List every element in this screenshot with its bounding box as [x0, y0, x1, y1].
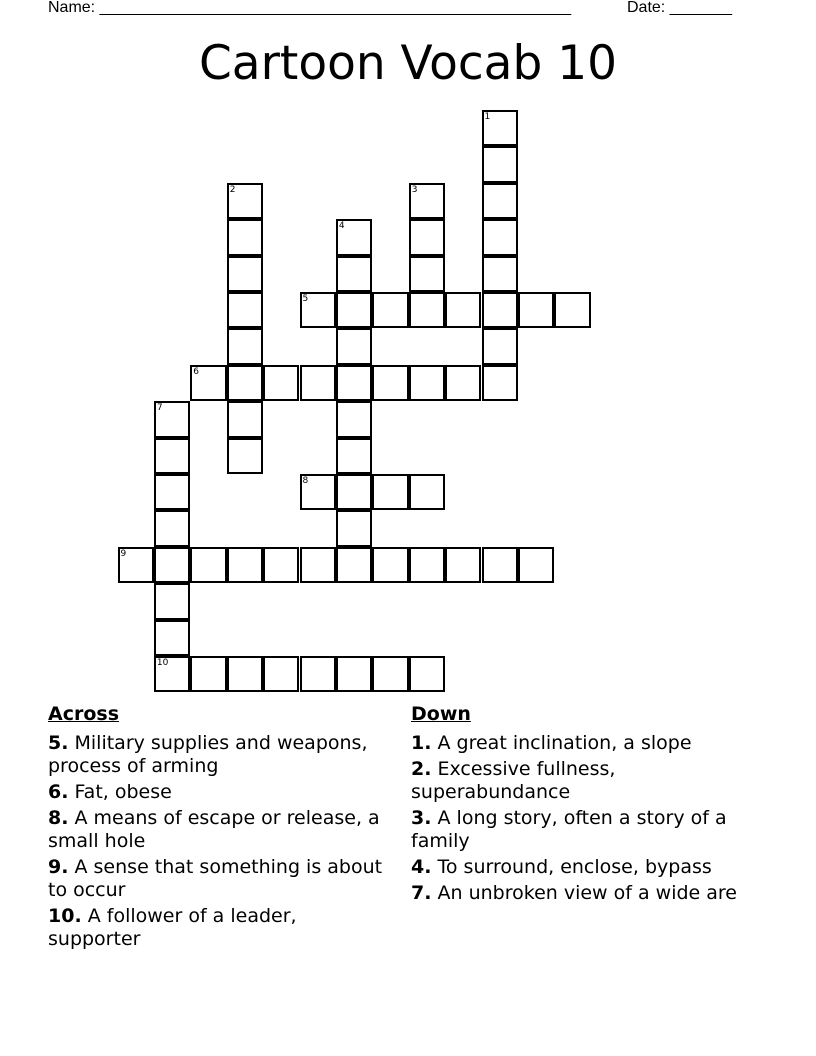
- crossword-cell[interactable]: [118, 547, 154, 583]
- clue-text: A long story, often a story of a family: [411, 807, 727, 852]
- clue-number: 2.: [411, 758, 432, 780]
- crossword-cell[interactable]: [372, 656, 408, 692]
- down-clue: [411, 732, 751, 755]
- crossword-cell[interactable]: [518, 292, 554, 328]
- clue-text: A great inclination, a slope: [437, 732, 692, 754]
- across-clue: [48, 905, 388, 951]
- clue-text: To surround, enclose, bypass: [437, 856, 712, 878]
- crossword-cell[interactable]: [263, 365, 299, 401]
- down-clue: [411, 807, 751, 853]
- clue-number-label: 2: [229, 184, 236, 195]
- crossword-cell[interactable]: [154, 474, 190, 510]
- crossword-cell[interactable]: [336, 219, 372, 255]
- crossword-cell[interactable]: [154, 620, 190, 656]
- crossword-cell[interactable]: [482, 292, 518, 328]
- clue-text: A means of escape or release, a small hole: [48, 807, 380, 852]
- clue-number: 10.: [48, 905, 82, 927]
- across-clues: [48, 703, 388, 954]
- clue-number-label: 9: [120, 548, 127, 559]
- crossword-cell[interactable]: [336, 656, 372, 692]
- across-clue: [48, 781, 388, 804]
- crossword-cell[interactable]: [263, 656, 299, 692]
- crossword-cell[interactable]: [227, 438, 263, 474]
- date-field: Date: _______: [627, 0, 732, 16]
- crossword-cell[interactable]: [227, 219, 263, 255]
- crossword-cell[interactable]: [336, 510, 372, 546]
- down-clue: [411, 882, 751, 905]
- clue-number: 9.: [48, 856, 69, 878]
- clue-text: A sense that something is about to occur: [48, 856, 383, 901]
- name-field: Name: _____________________________________________________: [48, 0, 572, 16]
- crossword-cell[interactable]: [154, 656, 190, 692]
- crossword-cell[interactable]: [482, 256, 518, 292]
- page-title: Cartoon Vocab 10: [198, 36, 618, 91]
- down-clue: [411, 856, 751, 879]
- crossword-cell[interactable]: [482, 219, 518, 255]
- crossword-cell[interactable]: [336, 292, 372, 328]
- crossword-cell[interactable]: [482, 547, 518, 583]
- crossword-cell[interactable]: [227, 401, 263, 437]
- crossword-cell[interactable]: [300, 292, 336, 328]
- crossword-cell[interactable]: [409, 656, 445, 692]
- crossword-cell[interactable]: [409, 183, 445, 219]
- crossword-cell[interactable]: [154, 401, 190, 437]
- crossword-cell[interactable]: [336, 365, 372, 401]
- clue-number-label: 7: [156, 403, 163, 414]
- crossword-cell[interactable]: [227, 656, 263, 692]
- crossword-cell[interactable]: [409, 219, 445, 255]
- crossword-cell[interactable]: [409, 365, 445, 401]
- crossword-cell[interactable]: [263, 547, 299, 583]
- crossword-cell[interactable]: [336, 401, 372, 437]
- crossword-cell[interactable]: [300, 474, 336, 510]
- clue-number: 3.: [411, 807, 432, 829]
- clue-number-label: 3: [411, 184, 418, 195]
- crossword-cell[interactable]: [518, 547, 554, 583]
- crossword-cell[interactable]: [300, 656, 336, 692]
- crossword-cell[interactable]: [336, 438, 372, 474]
- crossword-cell[interactable]: [190, 656, 226, 692]
- crossword-cell[interactable]: [482, 146, 518, 182]
- crossword-cell[interactable]: [372, 547, 408, 583]
- clue-number-label: 6: [193, 366, 200, 377]
- crossword-cell[interactable]: [336, 256, 372, 292]
- crossword-cell[interactable]: [154, 438, 190, 474]
- crossword-cell[interactable]: [227, 328, 263, 364]
- crossword-cell[interactable]: [445, 365, 481, 401]
- clue-text: Fat, obese: [74, 781, 172, 803]
- clue-number: 7.: [411, 882, 432, 904]
- crossword-cell[interactable]: [154, 583, 190, 619]
- clue-number-label: 1: [484, 112, 491, 122]
- crossword-cell[interactable]: [554, 292, 590, 328]
- crossword-cell[interactable]: [227, 547, 263, 583]
- crossword-cell[interactable]: [445, 547, 481, 583]
- crossword-cell[interactable]: [409, 547, 445, 583]
- down-heading: Down: [411, 703, 471, 725]
- crossword-cell[interactable]: [372, 474, 408, 510]
- crossword-cell[interactable]: [409, 474, 445, 510]
- crossword-cell[interactable]: [300, 365, 336, 401]
- crossword-cell[interactable]: [227, 183, 263, 219]
- crossword-cell[interactable]: [482, 365, 518, 401]
- clue-number: 4.: [411, 856, 432, 878]
- crossword-cell[interactable]: [300, 547, 336, 583]
- crossword-cell[interactable]: [336, 547, 372, 583]
- crossword-cell[interactable]: [372, 292, 408, 328]
- crossword-cell[interactable]: [336, 474, 372, 510]
- clue-text: An unbroken view of a wide are: [437, 882, 738, 904]
- clue-text: Military supplies and weapons, process of arming: [48, 732, 368, 777]
- crossword-cell[interactable]: [190, 365, 226, 401]
- clue-text: Excessive fullness, superabundance: [411, 758, 616, 803]
- clue-number: 6.: [48, 781, 69, 803]
- crossword-cell[interactable]: [227, 292, 263, 328]
- crossword-cell[interactable]: [372, 365, 408, 401]
- clue-number: 1.: [411, 732, 432, 754]
- clue-number-label: 10: [156, 658, 169, 668]
- crossword-cell[interactable]: [336, 328, 372, 364]
- clue-number-label: 8: [302, 476, 309, 486]
- down-clue: [411, 758, 751, 804]
- across-heading: Across: [48, 703, 120, 725]
- clue-text: A follower of a leader, supporter: [48, 905, 297, 950]
- crossword-cell[interactable]: [227, 365, 263, 401]
- crossword-cell[interactable]: [482, 183, 518, 219]
- across-clue: [48, 856, 388, 902]
- down-clues: [411, 703, 751, 908]
- across-clue: [48, 732, 388, 778]
- crossword-cell[interactable]: [482, 110, 518, 146]
- clue-number-label: 4: [338, 221, 345, 232]
- crossword-cell[interactable]: [482, 328, 518, 364]
- clue-number: 5.: [48, 732, 69, 754]
- crossword-cell[interactable]: [154, 510, 190, 546]
- clue-number-label: 5: [302, 294, 309, 304]
- clue-number: 8.: [48, 807, 69, 829]
- crossword-cell[interactable]: [227, 256, 263, 292]
- crossword-cell[interactable]: [409, 292, 445, 328]
- crossword-cell[interactable]: [445, 292, 481, 328]
- crossword-cell[interactable]: [154, 547, 190, 583]
- crossword-cell[interactable]: [409, 256, 445, 292]
- across-clue: [48, 807, 388, 853]
- crossword-cell[interactable]: [190, 547, 226, 583]
